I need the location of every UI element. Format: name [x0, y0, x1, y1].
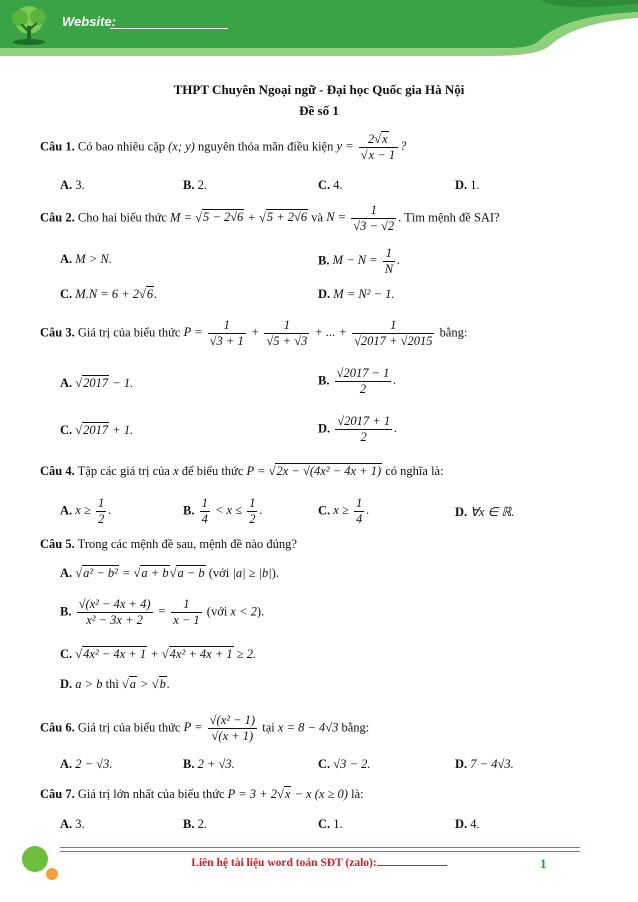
website-label: Website: [62, 14, 116, 29]
page-header [0, 0, 638, 58]
q1-option-b[interactable]: B. 2. [183, 178, 207, 192]
q1-formula: y = $\frac{2√x}{√x - 1}$ ? [336, 132, 407, 162]
tree-logo-icon [6, 4, 52, 46]
page-number: 1 [540, 856, 547, 871]
q2-option-d[interactable]: D. M = N² − 1. [318, 287, 395, 301]
q7-option-d[interactable]: D. 4. [455, 817, 480, 831]
q7-option-b[interactable]: B. 2. [183, 817, 207, 831]
q4-option-c[interactable]: C. x ≥ $\frac{1}{4}$ . [318, 496, 370, 526]
q3-option-b[interactable]: B. $\frac{√2017 - 1}{2}$ . [318, 366, 397, 396]
q4-option-a[interactable]: A. x ≥ $\frac{1}{2}$ . [60, 496, 112, 526]
question-4: Câu 4. Tập các giá trị của x để biểu thức P = √2x − √(4x² − 4x + 1) có nghĩa là: [40, 464, 444, 478]
q5-option-b[interactable]: B. $\frac{\text{√(x² − 4x + 4)}}{\text{x² − 3x + 2}}$ = $\frac{1}{x - 1}$ (với x < 2). [60, 597, 265, 627]
q4-option-b[interactable]: B. $\frac{1}{4}$ < x ≤ $\frac{1}{2}$ . [183, 496, 263, 526]
q7-option-c[interactable]: C. 1. [318, 817, 343, 831]
q6-option-b[interactable]: B. 2 + √3. [183, 757, 235, 771]
footer-divider [60, 847, 580, 848]
q5-option-c[interactable]: C. √4x² − 4x + 1 + √4x² + 4x + 1 ≥ 2. [60, 647, 257, 661]
q5-option-a[interactable]: A. √a² − b² = √a + b√a − b (với |a| ≥ |b|). [60, 566, 280, 580]
q4-option-d[interactable]: D. ∀x ∈ ℝ. [455, 505, 515, 519]
website-blank [110, 28, 228, 29]
q7-option-a[interactable]: A. 3. [60, 817, 85, 831]
question-5: Câu 5. Trong các mệnh đề sau, mệnh đề nào đúng? [40, 537, 297, 551]
question-1: Câu 1. Có bao nhiêu cặp (x; y) nguyên thỏa mãn điều kiện y = $\frac{2√x}{√x - 1}$ ? [40, 132, 407, 162]
question-2: Câu 2. Cho hai biểu thức M = √5 − 2√6 + √5 + 2√6 và N = $\frac{1}{√3 - √2}$ . Tìm mệnh đề SAI? [40, 203, 500, 233]
q2-option-b[interactable]: B. M − N = $\frac{1}{N}$ . [318, 246, 401, 276]
question-7: Câu 7. Giá trị lớn nhất của biểu thức P = 3 + 2√x − x (x ≥ 0) là: [40, 787, 364, 801]
q1-option-c[interactable]: C. 4. [318, 178, 343, 192]
q5-option-d[interactable]: D. a > b thì √a > √b. [60, 677, 170, 691]
q6-option-d[interactable]: D. 7 − 4√3. [455, 757, 514, 771]
q2-option-a[interactable]: A. M > N. [60, 252, 112, 266]
q1-option-d[interactable]: D. 1. [455, 178, 480, 192]
question-6: Câu 6. Giá trị của biểu thức P = $\frac{\text{√(x² − 1)}}{√(x + 1)}$ tại x = 8 − 4√3 bằng: [40, 713, 370, 743]
q2-option-c[interactable]: C. M.N = 6 + 2√6. [60, 287, 158, 301]
q1-option-a[interactable]: A. 3. [60, 178, 85, 192]
school-title: THPT Chuyên Ngoại ngữ - Đại học Quốc gia Hà Nội [173, 82, 465, 97]
question-3: Câu 3. Giá trị của biểu thức P = $\frac{1}{√3 + 1}$ + $\frac{1}{√5 + √3}$ + ... + $\frac{1}{√2017 + √2015}$ bằng: [40, 318, 468, 348]
footer-divider-thin [60, 851, 580, 852]
footer-circle-small [46, 868, 58, 880]
footer-contact: Liên hệ tài liệu word toán SĐT (zalo): [0, 857, 638, 869]
exam-title: Đề số 1 [299, 103, 339, 118]
q6-option-c[interactable]: C. √3 − 2. [318, 757, 371, 771]
header-banner [0, 0, 638, 58]
q6-option-a[interactable]: A. 2 − √3. [60, 757, 113, 771]
q3-option-d[interactable]: D. $\frac{√2017 + 1}{2}$ . [318, 414, 398, 444]
q3-option-c[interactable]: C. √2017 + 1. [60, 423, 134, 437]
q3-option-a[interactable]: A. √2017 − 1. [60, 376, 134, 390]
